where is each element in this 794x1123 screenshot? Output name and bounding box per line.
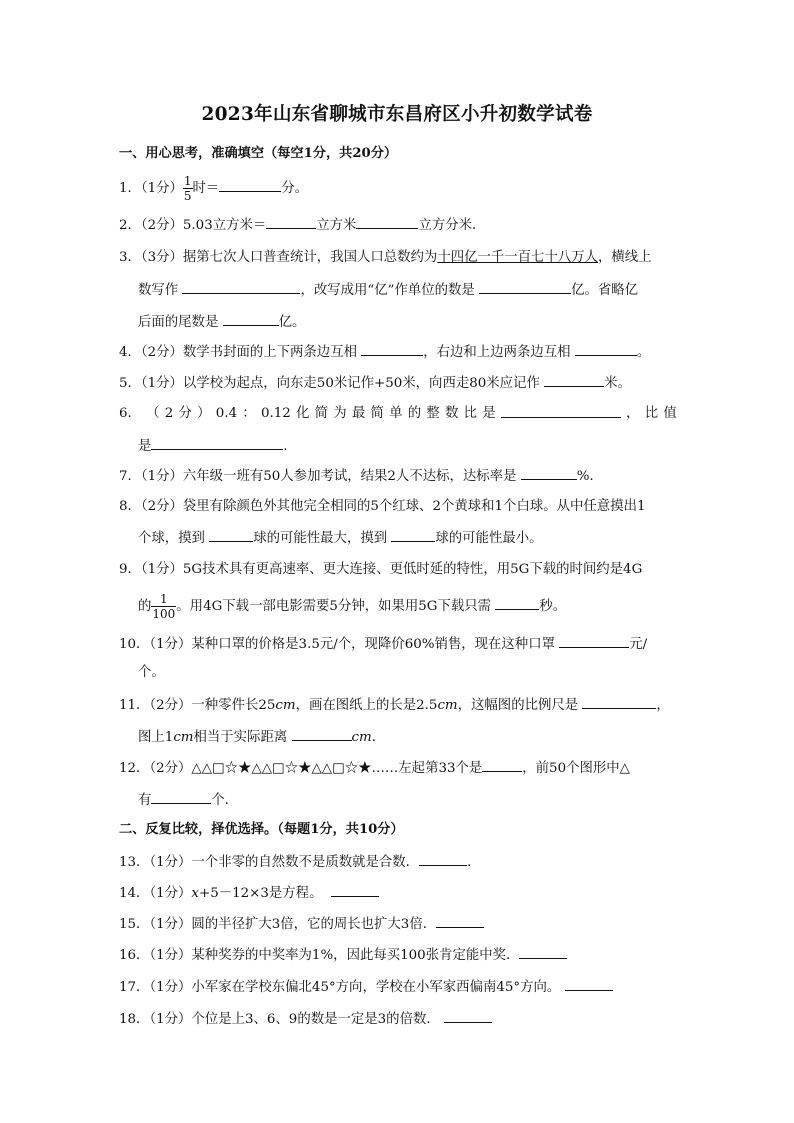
answer-blank[interactable]	[482, 758, 522, 772]
question-14: 14．（1分）x+5－12×3是方程。	[119, 883, 677, 904]
question-3: 3．（3分）据第七次人口普查统计，我国人口总数约为十四亿一千一百七十八万人，横线上	[119, 250, 652, 265]
answer-blank[interactable]	[391, 528, 435, 542]
answer-blank[interactable]	[582, 695, 656, 709]
question-11: 11．（2分）一种零件长25cm，画在图纸上的长是2.5cm，这幅图的比例尺是 ，	[119, 695, 677, 716]
exam-title: 2023年山东省聊城市东昌府区小升初数学试卷	[201, 104, 593, 125]
answer-blank[interactable]	[444, 1009, 492, 1023]
answer-blank[interactable]	[151, 436, 283, 450]
question-10: 10．（1分）某种口罩的价格是3.5元/个，现降价60%销售，现在这种口罩 元/	[119, 634, 677, 655]
underlined-number: 十四亿一千一百七十八万人	[437, 250, 599, 265]
question-1: 1．（1分） $\frac{1}{5}$ 时＝ 分。	[119, 174, 309, 203]
answer-blank[interactable]	[521, 466, 577, 480]
answer-blank[interactable]	[331, 883, 379, 897]
answer-blank[interactable]	[419, 852, 467, 866]
answer-blank[interactable]	[479, 280, 571, 294]
answer-blank[interactable]	[436, 914, 484, 928]
answer-blank[interactable]	[495, 596, 539, 610]
question-18: 18．（1分）个位是上3、6、9的数是一定是3的倍数．	[119, 1009, 677, 1030]
answer-blank[interactable]	[292, 727, 352, 741]
answer-blank[interactable]	[519, 945, 567, 959]
answer-blank[interactable]	[219, 178, 281, 192]
answer-blank[interactable]	[151, 790, 211, 804]
answer-blank[interactable]	[356, 215, 418, 229]
question-9: 9．（1分）5G技术具有更高速率、更大连接、更低时延的特性，用5G下载的时间约是4G	[119, 562, 643, 577]
question-9-line-2: 的 $\frac{1}{100}$ 。用4G下载一部电影需要5分钟，如果用5G下载只需 秒。	[138, 592, 567, 621]
question-6: 6． （ 2 分 ） 0.4 ： 0.12 化 简 为 最 简 单 的 整 数 比 是 ， 比 值	[119, 406, 677, 421]
question-17: 17．（1分）小军家在学校东偏北45°方向，学校在小军家西偏南45°方向。	[119, 977, 677, 998]
question-8: 8．（2分）袋里有除颜色外其他完全相同的5个红球、2个黄球和1个白球。从中任意摸出1	[119, 499, 646, 514]
section-2-heading: 二、反复比较，择优选择。（每题1分，共10分）	[119, 822, 404, 837]
question-13: 13．（1分）一个非零的自然数不是质数就是合数． ．	[119, 852, 677, 873]
answer-blank[interactable]	[266, 215, 316, 229]
question-7: 7．（1分）六年级一班有50人参加考试，结果2人不达标，达标率是 %．	[119, 466, 677, 487]
question-8-line-2: 个球，摸到 球的可能性最大，摸到 球的可能性最小。	[138, 528, 678, 549]
question-12: 12．（2分）△△□☆★△△□☆★△△□☆★……左起第33个是 ，前50个图形中△	[119, 758, 677, 779]
answer-blank[interactable]	[544, 373, 604, 387]
question-11-line-2: 图上1cm相当于实际距离 cm．	[138, 727, 678, 748]
question-12-line-2: 有 个．	[138, 790, 678, 811]
question-6-line-2: 是 ．	[138, 436, 678, 457]
question-3-line-2: 数写作 ，改写成用“亿”作单位的数是 亿。省略亿	[138, 280, 678, 301]
question-2: 2．（2分）5.03立方米＝ 立方米 立方分米．	[119, 215, 677, 236]
question-3-line-3: 后面的尾数是 亿。	[138, 312, 678, 333]
answer-blank[interactable]	[209, 528, 253, 542]
question-10-line-2: 个。	[138, 665, 165, 680]
answer-blank[interactable]	[182, 280, 300, 294]
section-1-heading: 一、用心思考，准确填空（每空1分，共20分）	[119, 146, 398, 161]
answer-blank[interactable]	[575, 342, 637, 356]
fraction: $\frac{1}{5}$	[183, 174, 192, 203]
fraction: $\frac{1}{100}$	[152, 592, 176, 621]
answer-blank[interactable]	[223, 312, 279, 326]
answer-blank[interactable]	[501, 404, 621, 418]
question-15: 15．（1分）圆的半径扩大3倍，它的周长也扩大3倍．	[119, 914, 677, 935]
answer-blank[interactable]	[559, 634, 629, 648]
question-16: 16．（1分）某种奖券的中奖率为1%，因此每买100张肯定能中奖．	[119, 945, 677, 966]
question-5: 5．（1分）以学校为起点，向东走50米记作+50米，向西走80米应记作 米。	[119, 373, 677, 394]
answer-blank[interactable]	[565, 977, 613, 991]
question-4: 4．（2分）数学书封面的上下两条边互相 ，右边和上边两条边互相 。	[119, 342, 677, 363]
answer-blank[interactable]	[361, 342, 423, 356]
